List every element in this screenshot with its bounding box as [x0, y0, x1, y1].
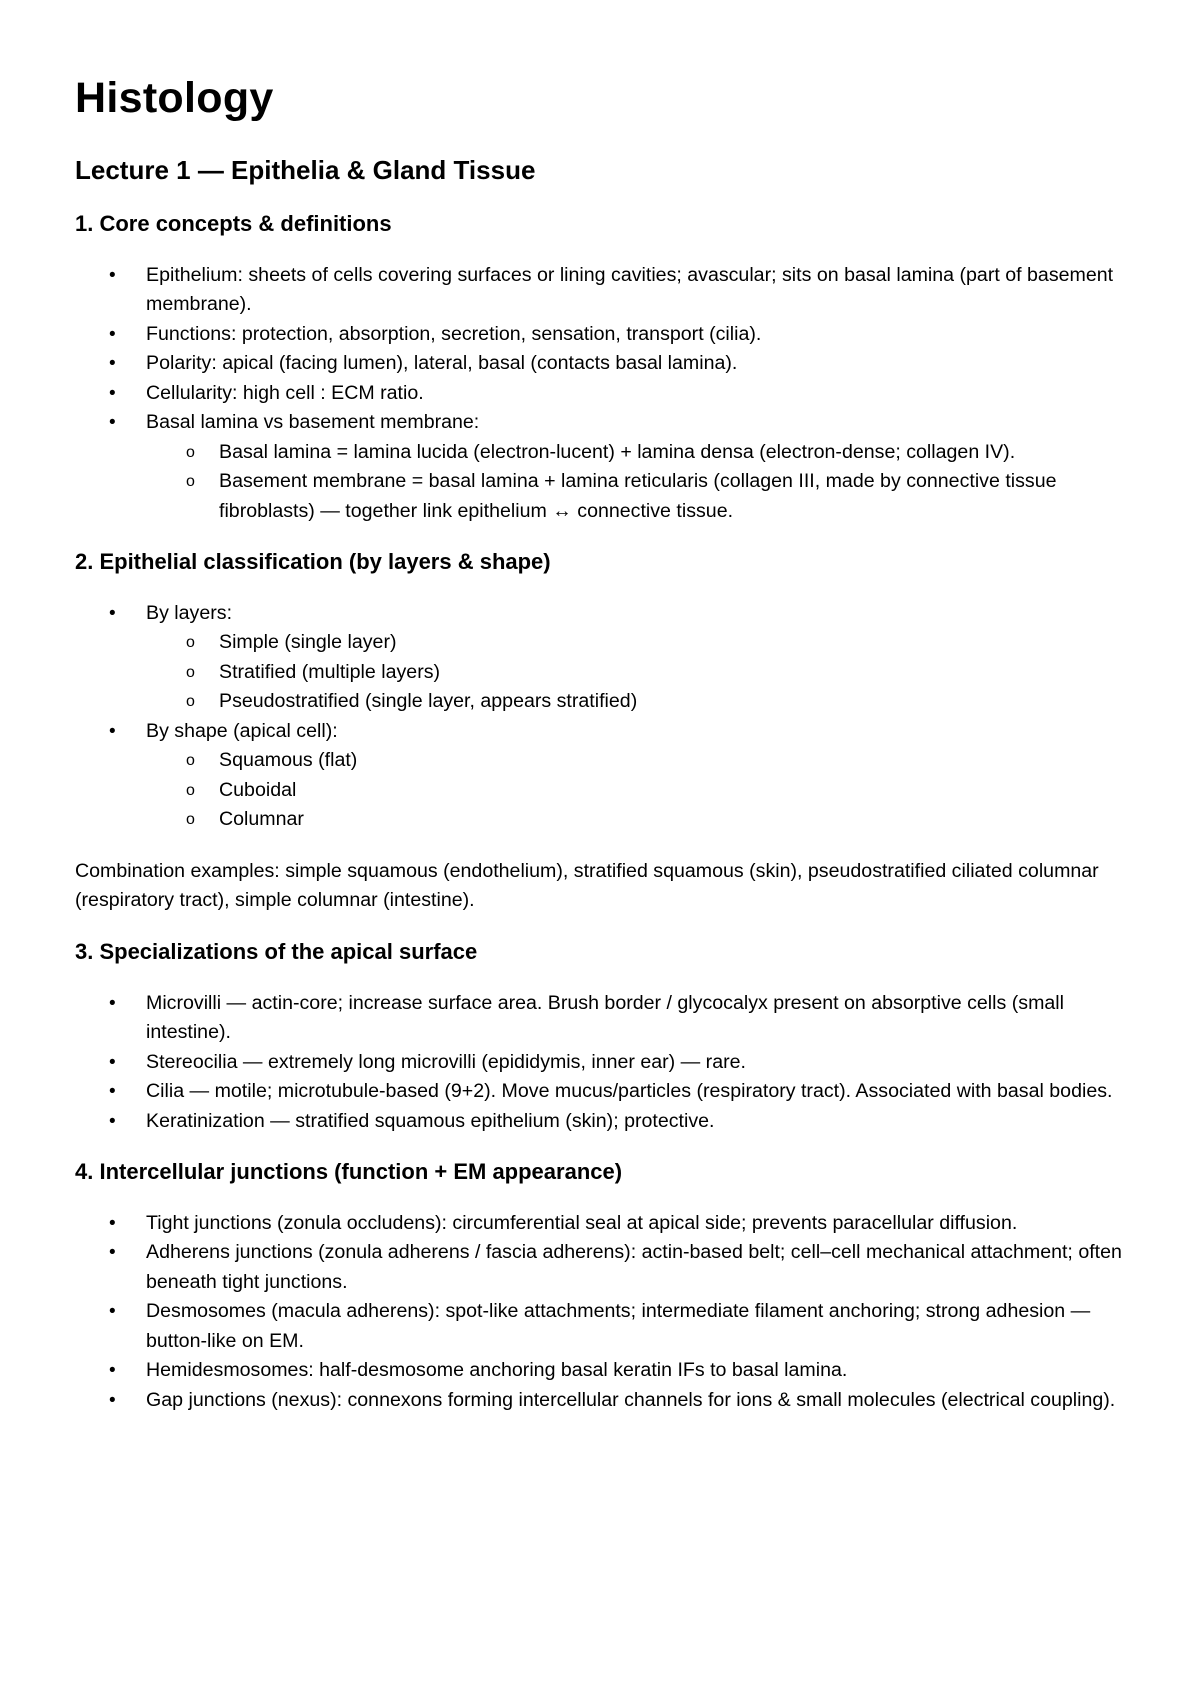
sublist	[146, 746, 1135, 835]
document-title: Histology	[75, 74, 274, 122]
list-item: • Cellularity: high cell : ECM ratio.	[146, 379, 1135, 409]
sublist	[146, 628, 1135, 717]
document-page	[75, 72, 1135, 1437]
section-2-list	[75, 599, 1135, 835]
list-item-label: Basal lamina vs basement membrane:	[146, 411, 480, 434]
list-item: • Epithelium: sheets of cells covering surfaces or lining cavities; avascular; sits on basal lamina (part of basement membrane).	[146, 261, 1135, 320]
list-item: • Desmosomes (macula adherens): spot-like attachments; intermediate filament anchoring; strong adhesion — button-like on EM.	[146, 1297, 1135, 1356]
list-item: • Polarity: apical (facing lumen), lateral, basal (contacts basal lamina).	[146, 349, 1135, 379]
sublist-item: o Columnar	[219, 805, 1135, 835]
section-1-list	[75, 261, 1135, 527]
section-3-list	[75, 989, 1135, 1137]
section-4-list	[75, 1209, 1135, 1416]
list-item: • Tight junctions (zonula occludens): circumferential seal at apical side; prevents paracellular diffusion.	[146, 1209, 1135, 1239]
sublist-item: o Stratified (multiple layers)	[219, 658, 1135, 688]
sublist-item: o Simple (single layer)	[219, 628, 1135, 658]
sublist-item: o Pseudostratified (single layer, appears stratified)	[219, 687, 1135, 717]
section-2-heading: 2. Epithelial classification (by layers & shape)	[75, 549, 551, 575]
list-item: • Gap junctions (nexus): connexons forming intercellular channels for ions & small molecules (electrical coupling).	[146, 1386, 1135, 1416]
lecture-title: Lecture 1 — Epithelia & Gland Tissue	[75, 154, 536, 185]
list-item: • Microvilli — actin-core; increase surface area. Brush border / glycocalyx present on absorptive cells (small intestine).	[146, 989, 1135, 1048]
sublist-item: o Basement membrane = basal lamina + lamina reticularis (collagen III, made by connective tissue fibroblasts) — together link epithelium ↔ connective tissue.	[219, 467, 1135, 526]
list-item-label: By shape (apical cell):	[146, 719, 338, 742]
list-item: • Adherens junctions (zonula adherens / fascia adherens): actin-based belt; cell–cell mechanical attachment; often beneath tight junctions.	[146, 1238, 1135, 1297]
sublist-item: o Squamous (flat)	[219, 746, 1135, 776]
list-item-by-layers	[146, 599, 1135, 717]
combination-examples: Combination examples: simple squamous (endothelium), stratified squamous (skin), pseudostratified ciliated columnar (respiratory tract), simple columnar (intestine).	[75, 859, 1099, 912]
list-item: • Cilia — motile; microtubule-based (9+2). Move mucus/particles (respiratory tract). Associated with basal bodies.	[146, 1077, 1135, 1107]
section-3-heading: 3. Specializations of the apical surface	[75, 938, 478, 964]
list-item: • Hemidesmosomes: half-desmosome anchoring basal keratin IFs to basal lamina.	[146, 1356, 1135, 1386]
section-4-heading: 4. Intercellular junctions (function + EM appearance)	[75, 1159, 623, 1185]
list-item: • Stereocilia — extremely long microvilli (epididymis, inner ear) — rare.	[146, 1048, 1135, 1078]
sublist-item: o Cuboidal	[219, 776, 1135, 806]
sublist	[146, 438, 1135, 527]
sublist-item: o Basal lamina = lamina lucida (electron-lucent) + lamina densa (electron-dense; collagen IV).	[219, 438, 1135, 468]
list-item: • Keratinization — stratified squamous epithelium (skin); protective.	[146, 1107, 1135, 1137]
list-item-label: By layers:	[146, 601, 233, 624]
section-1-heading: 1. Core concepts & definitions	[75, 211, 392, 237]
list-item: • Functions: protection, absorption, secretion, sensation, transport (cilia).	[146, 320, 1135, 350]
list-item-by-shape	[146, 717, 1135, 835]
list-item-basal-lamina	[146, 408, 1135, 526]
